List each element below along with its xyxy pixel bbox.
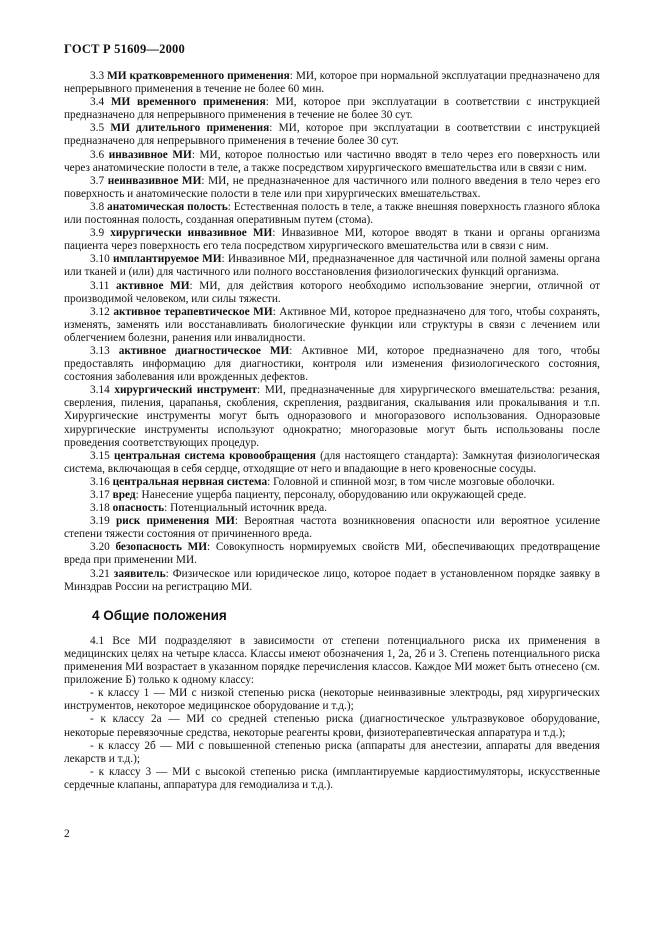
page-number: 2 [64,828,70,840]
definition-paragraph [64,502,600,515]
definition-paragraph [64,568,600,594]
defined-term: МИ временного применения [110,96,266,109]
clause-number: 3.5 [90,122,105,135]
document-body [64,70,600,792]
defined-term: активное терапевтическое МИ [113,305,273,318]
definition-text: : МИ, для действия которого необходимо использование энергии, отличной от производимой человеком, или силы тяжести. [64,279,601,305]
clause-number: 3.13 [90,344,110,357]
definition-paragraph [64,489,600,502]
defined-term: риск применения МИ [116,515,235,528]
clause-number: 3.15 [90,449,110,462]
definition-text: : Инвазивное МИ, которое вводят в ткани и органы организма пациента через поверхность его тела посредством хирургического вмешательства или в связи с ним. [64,227,601,253]
class-list-item: - к классу 1 — МИ с низкой степенью риска (некоторые неинвазивные электроды, ряд хирургических инструментов, некоторое медицинское оборудование и т.д.); [64,687,600,713]
clause-number: 3.6 [90,148,105,161]
clause-number: 3.17 [90,489,110,501]
definition-paragraph [64,450,600,476]
definition-text: : Инвазивное МИ, предназначенное для частичной или полной замены органа или тканей и (или) для частичного или полного восстановления физиологических функций организма. [64,253,601,279]
defined-term: хирургически инвазивное МИ [110,227,273,240]
definition-paragraph [64,384,600,449]
definition-paragraph [64,476,600,489]
class-list [64,687,600,792]
defined-term: активное МИ [115,279,190,292]
defined-term: активное диагностическое МИ [118,344,290,357]
definition-text: : Физическое или юридическое лицо, которое подает в установленном порядке заявку в Минздрав России на регистрацию МИ. [64,567,601,593]
clause-number: 3.3 [90,70,105,82]
definition-text: : Активное МИ, которое предназначено для того, чтобы сохранять, изменять, заменять или восстанавливать биологические функции или структуры в связи с лечением или облегчением болезни, ранения или инвалидности. [64,305,600,344]
clause-number: 3.21 [90,567,110,580]
definition-paragraph [64,70,600,96]
clause-number: 3.9 [90,227,105,240]
definition-text: : Вероятная частота возникновения опасности или вероятное усиление степени тяжести состояния от причиненного вреда. [64,515,601,541]
defined-term: инвазивное МИ [108,148,192,161]
definition-paragraph [64,149,600,175]
definition-paragraph [64,227,600,253]
definition-text: : МИ, предназначенные для хирургического вмешательства: резания, сверления, пиления, царапанья, скобления, скрепления, раздвигания, скалывания или прокалывания и т.п. Хирургические инструменты могут быть одноразового и многоразового использования. Одноразовые хирургические инструменты используют однократно; многоразовые могут быть использованы после проведения соответствующих процедур. [64,384,600,449]
clause-number: 3.14 [90,384,110,397]
clause-number: 3.19 [90,515,110,528]
definition-paragraph [64,515,600,541]
section-heading: 4 Общие положения [92,607,227,623]
clause-number: 3.20 [90,541,110,554]
definition-paragraph [64,201,600,227]
clause-number: 3.4 [90,96,105,109]
definition-text: (для настоящего стандарта): Замкнутая физиологическая система, включающая в себя сердце, отходящие от него и впадающие в него кровеносные сосуды. [64,449,600,475]
definition-text: : Активное МИ, которое предназначено для того, чтобы предоставлять информацию для диагностики, контроля или изменения физиологического состояния, состояния заболевания или врожденных дефектов. [64,344,600,384]
defined-term: имплантируемое МИ [112,253,222,266]
definition-text: : Головной и спинной мозг, в том числе мозговые оболочки. [267,475,555,488]
definition-paragraph [64,541,600,567]
clause-number: 3.11 [90,279,110,292]
clause-number: 3.12 [90,305,110,318]
defined-term: неинвазивное МИ [107,174,202,187]
definition-paragraph [64,96,600,122]
definition-paragraph [64,122,600,148]
definition-paragraph [64,345,600,384]
defined-term: центральная нервная система [112,475,268,488]
class-list-item: - к классу 2а — МИ со средней степенью риска (диагностическое ультразвуковое оборудование, некоторые перевязочные средства, некоторые реагенты крови, физиотерапевтическая аппаратура и т.д.); [64,713,600,739]
defined-term: безопасность МИ [115,541,208,554]
defined-term: анатомическая полость [107,200,228,213]
defined-term: заявитель [113,567,166,580]
definition-text: : Совокупность нормируемых свойств МИ, обеспечивающих предотвращение вреда при применении МИ. [64,541,600,567]
clause-number: 3.10 [90,253,110,266]
definition-text: : Нанесение ущерба пациенту, персоналу, оборудованию или окружающей среде. [135,489,527,501]
class-list-item: - к классу 2б — МИ с повышенной степенью риска (аппараты для анестезии, аппараты для введения лекарств и т.д.); [64,739,600,765]
standard-header: ГОСТ Р 51609—2000 [64,42,185,56]
class-list-item: - к классу 3 — МИ с высокой степенью риска (имплантируемые кардиостимуляторы, искусственные сердечные клапаны, аппаратура для гемодиализа и т.д.). [64,765,600,791]
definition-text: : МИ, которое полностью или частично вводят в тело через его поверхность или через анатомические полости в теле, а также посредством хирургического вмешательства или в связи с ним. [64,148,600,174]
defined-term: вред [112,489,136,501]
defined-term: МИ длительного применения [110,122,270,135]
definition-text: : Потенциальный источник вреда. [164,502,327,515]
defined-term: МИ кратковременного применения [107,70,290,82]
defined-term: опасность [112,502,165,515]
definition-text: : МИ, которое при эксплуатации в соответствии с инструкцией предназначено для непрерывного применения в течение более 30 сут. [64,122,601,148]
clause-number: 3.18 [90,502,110,515]
definition-text: : МИ, которое при эксплуатации в соответствии с инструкцией предназначено для непрерывного применения в течение не более 30 сут. [64,96,601,122]
definition-paragraph [64,306,600,345]
clause-number: 3.7 [90,174,105,187]
definition-text: : Естественная полость в теле, а также внешняя поверхность глазного яблока или постоянная полость, созданная оперативным путем (стома). [64,200,600,227]
definition-text: : МИ, не предназначенное для частичного или полного введения в тело через его поверхность и анатомические полости в теле или при хирургических вмешательствах. [64,174,600,200]
section-intro-paragraph: 4.1 Все МИ подразделяют в зависимости от степени потенциального риска их применения в медицинских целях на четыре класса. Классы имеют обозначения 1, 2а, 2б и 3. Степень потенциального риска применения МИ возрастает в указанном порядке перечисления классов. Каждое МИ может быть отнесено (см. приложение Б) только к одному классу: [64,634,600,687]
defined-term: хирургический инструмент [114,384,258,397]
clause-number: 3.8 [90,200,105,213]
definition-paragraph [64,175,600,201]
definition-paragraph [64,253,600,279]
clause-number: 3.16 [90,475,110,488]
defined-term: центральная система кровообращения [114,449,316,462]
definition-text: : МИ, которое при нормальной эксплуатации предназначено для непрерывного применения в течение не более 60 мин. [64,70,600,96]
definitions-list [64,70,600,594]
definition-paragraph [64,280,600,306]
